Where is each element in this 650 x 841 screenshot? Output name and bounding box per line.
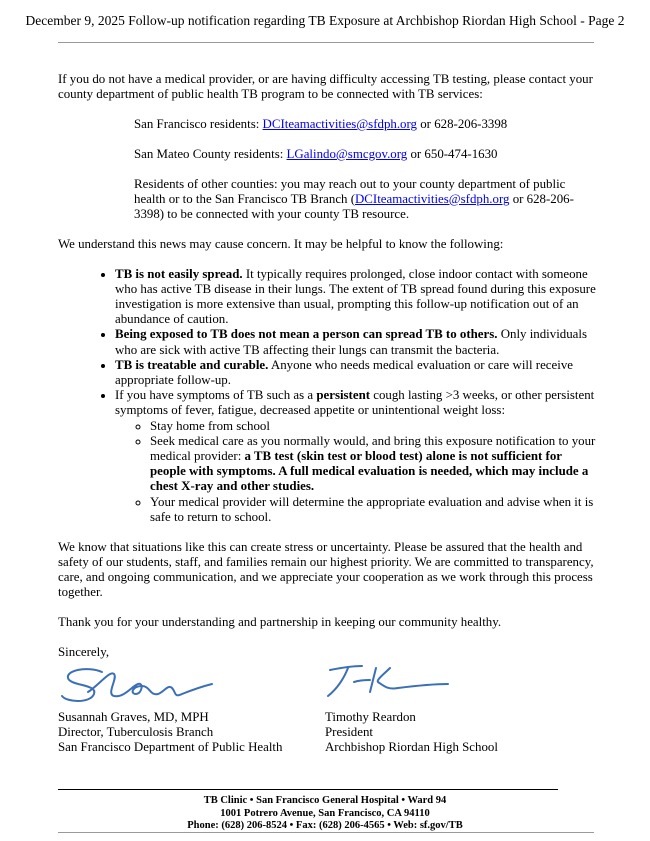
signatory-title: President: [325, 725, 373, 740]
closing-paragraph: We know that situations like this can create stress or uncertainty. Please be assured that the health and safety of our students, staff, and families remain our highest priority. We are committed to transparency, care, and ongoing communication, and we appreciate your cooperation as we work through this process together.: [58, 539, 594, 600]
intro-paragraph: If you do not have a medical provider, or are having difficulty accessing TB testing, please contact your county department of public health TB program to be connected with TB services:: [58, 72, 593, 102]
tb-branch-email-link[interactable]: DCIteamactivities@sfdph.org: [355, 191, 510, 206]
contact-sf: San Francisco residents: DCIteamactivities@sfdph.org or 628-206-3398: [134, 117, 508, 131]
signature-reardon: [314, 658, 454, 702]
list-item: • TB is treatable and curable. Anyone who needs medical evaluation or care will receive appropriate follow-up.: [115, 358, 598, 388]
list-item: • TB is not easily spread. It typically requires prolonged, close indoor contact with someone who has active TB disease in their lungs. The extent of TB spread found during this exposure investigation is more extensive than usual, prompting this follow-up notification out of an abundance of caution.: [115, 267, 598, 328]
sf-email-link[interactable]: DCIteamactivities@sfdph.org: [262, 117, 418, 131]
signatory-right: [325, 710, 498, 756]
footer-clinic: TB Clinic • San Francisco General Hospital • Ward 94: [203, 795, 447, 806]
signatory-org: Archbishop Riordan High School: [325, 740, 498, 755]
contact-other-counties: Residents of other counties: you may reach out to your county department of public health or to the San Francisco TB Branch (DCIteamactivities@sfdph.org or 628-206-3398) to be connected with your county TB resource.: [134, 176, 574, 221]
page-footer: [0, 795, 650, 833]
list-item: • Being exposed to TB does not mean a person can spread TB to others. Only individuals who are sick with active TB affecting their lungs can transmit the bacteria.: [115, 327, 598, 357]
signatory-name: Susannah Graves, MD, MPH: [58, 710, 209, 724]
header-divider: [58, 42, 594, 43]
signatory-title: Director, Tuberculosis Branch: [58, 725, 214, 740]
concern-paragraph: We understand this news may cause concern. It may be helpful to know the following:: [58, 236, 504, 251]
signatory-org: San Francisco Department of Public Health: [58, 740, 283, 755]
signature-graves: [58, 664, 218, 708]
signatory-name: Timothy Reardon: [325, 710, 416, 724]
footer-address: 1001 Potrero Avenue, San Francisco, CA 94110: [220, 807, 430, 819]
list-item: ◦ Seek medical care as you normally would, and bring this exposure notification to your medical provider: a TB test (skin test or blood test) alone is not sufficient for people with symptoms. A full medical evaluation is needed, which may include a chest X-ray and other studies.: [150, 434, 598, 495]
page-header: December 9, 2025 Follow-up notification regarding TB Exposure at Archbishop Riordan High School - Page 2: [25, 13, 625, 28]
list-item: ◦ Your medical provider will determine the appropriate evaluation and advise when it is safe to return to school.: [150, 495, 598, 525]
footer-bottom-rule: [58, 832, 594, 833]
sincerely: Sincerely,: [58, 644, 110, 659]
contact-san-mateo: San Mateo County residents: LGalindo@smcgov.org or 650-474-1630: [134, 146, 498, 161]
list-item: • If you have symptoms of TB such as a persistent cough lasting >3 weeks, or other persistent symptoms of fever, fatigue, decreased appetite or unintentional weight loss: ◦ Stay home from school ◦ Seek medical care as you normally would, and bring this exposure notification to your medical provider: a TB test (skin test or blood test) alone is not sufficient for people with symptoms. A full medical evaluation is needed, which may include a chest X-ray and other studies. ◦ Your medical provider will determine the appropriate evaluation and advise when it is safe to return to school.: [115, 388, 598, 525]
list-item: ◦ Stay home from school: [150, 419, 598, 434]
facts-list: [58, 267, 598, 525]
letter-body: [58, 72, 598, 675]
signatory-left: [58, 710, 282, 756]
footer-divider: [58, 789, 558, 790]
footer-contact: Phone: (628) 206-8524 • Fax: (628) 206-4565 • Web: sf.gov/TB: [187, 820, 463, 832]
symptoms-sublist: [115, 419, 598, 525]
thanks-paragraph: Thank you for your understanding and partnership in keeping our community healthy.: [58, 615, 502, 630]
san-mateo-email-link[interactable]: LGalindo@smcgov.org: [286, 146, 408, 161]
